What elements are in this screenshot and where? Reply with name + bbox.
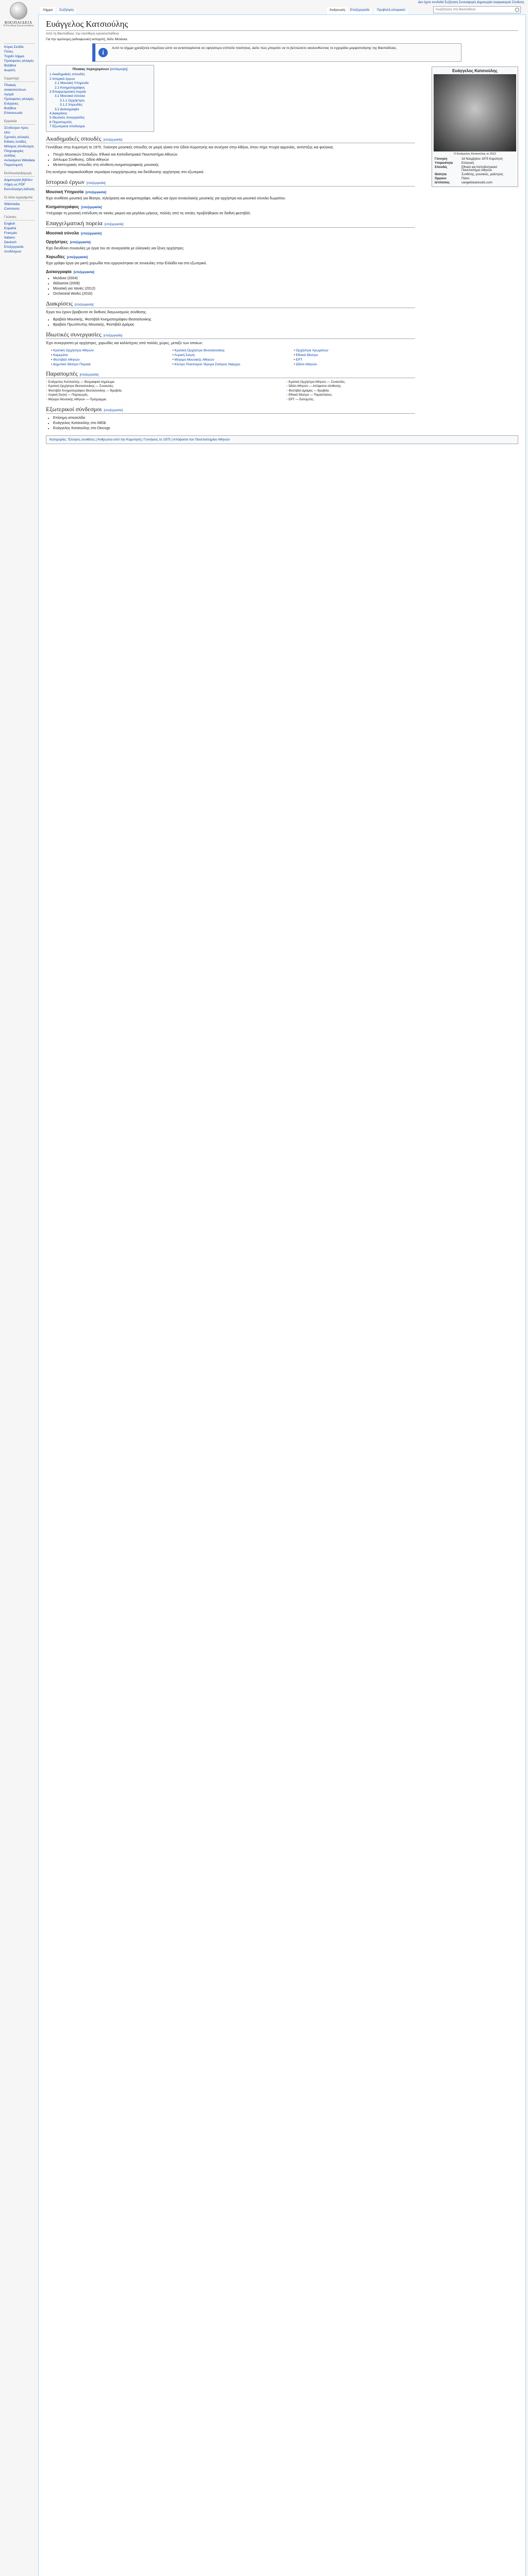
personal-tools[interactable]: Δεν έχετε συνδεθεί Συζήτηση Συνεισφορές Δημιουργία λογαριασμού Σύνδεση bbox=[418, 1, 524, 4]
external-link[interactable]: • Ευάγγελος Κατσιούλης στο Discogs bbox=[53, 426, 415, 431]
sidebar-item[interactable]: Μόνιμος σύνδεσμος bbox=[4, 145, 34, 148]
heading-studies: Ακαδημαϊκές σπουδές [επεξεργασία] bbox=[46, 136, 415, 143]
sidebar-portlet bbox=[4, 120, 35, 167]
toc-number: 3.2 bbox=[55, 107, 60, 111]
sidebar-item[interactable]: Πύλες bbox=[4, 50, 13, 54]
infobox-value: Εθνικό και Καποδιστριακό Πανεπιστήμιο Αθηνών bbox=[461, 166, 498, 172]
infobox-label: Ιστότοπος bbox=[435, 181, 450, 184]
toc-item[interactable] bbox=[50, 99, 151, 103]
tab-history[interactable]: Προβολή ιστορικού bbox=[374, 7, 408, 14]
collaborator-link[interactable]: • Κρατική Ορχήστρα Θεσσαλονίκης bbox=[172, 348, 293, 353]
category-links[interactable]: Κατηγορίες: Έλληνες συνθέτες | Άνθρωποι από την Κομοτηνή | Γεννήσεις το 1975 | Απόφοιτοι του Πανεπιστημίου Αθηνών bbox=[46, 435, 518, 444]
sidebar-portlet bbox=[4, 43, 35, 73]
tab-edit[interactable]: Επεξεργασία bbox=[348, 7, 372, 14]
reference-backlink[interactable]: ↑ bbox=[286, 389, 289, 393]
sidebar-item[interactable]: Σχετικές αλλαγές bbox=[4, 135, 29, 139]
list-item[interactable]: • Μελάνια (2004) bbox=[53, 276, 415, 281]
toc-item[interactable] bbox=[50, 73, 151, 77]
edit-link[interactable]: [επεξεργασία] bbox=[103, 138, 123, 142]
logo-wordmark: ΒΙΚΙΠΑΙΔΕΙΑ bbox=[5, 21, 32, 25]
heading-references: Παραπομπές [επεξεργασία] bbox=[46, 371, 415, 378]
collaborations-list bbox=[51, 348, 415, 367]
reference-backlink[interactable]: ↑ bbox=[46, 380, 48, 384]
reference-text[interactable]: Μέγαρο Μουσικής Αθηνών — Πρόγραμμα. bbox=[48, 398, 107, 402]
toc-number: 1 bbox=[50, 73, 52, 77]
reference-item bbox=[46, 389, 278, 394]
toc-item[interactable] bbox=[50, 103, 151, 107]
infobox-label: Υπηκοότητα bbox=[435, 162, 453, 165]
toc-number: 5 bbox=[50, 116, 52, 120]
reference-item bbox=[46, 398, 278, 402]
collaborator-link[interactable]: • Εθνικό Θέατρο bbox=[294, 353, 415, 358]
paragraph: Έχει συνθέσει μουσική για θέατρο, τηλεόραση και κινηματογράφο, καθώς και έργα συναυλιακής μουσικής για ορχήστρα και μουσικά σύνολα δωματίου. bbox=[46, 196, 286, 200]
toc-item[interactable] bbox=[50, 77, 151, 81]
sidebar-item[interactable]: Wikimedia Commons bbox=[4, 202, 20, 211]
subheading-ensembles: Μουσικά σύνολα [επεξεργασία] bbox=[46, 230, 102, 235]
toc-number: 2.1 bbox=[55, 81, 60, 86]
reference-item bbox=[286, 389, 518, 394]
heading-awards: Διακρίσεις [επεξεργασία] bbox=[46, 301, 415, 308]
toc-item[interactable] bbox=[50, 81, 151, 86]
toc-text: Επαγγελματική πορεία bbox=[52, 90, 86, 94]
reference-backlink[interactable]: ↑ bbox=[46, 385, 48, 388]
collaborator-link[interactable]: • Μέγαρο Μουσικής Αθηνών bbox=[172, 358, 293, 362]
toc-text: Χορωδίες bbox=[68, 103, 83, 107]
infobox bbox=[432, 66, 518, 187]
reference-text[interactable]: ΕΡΤ — Εκπομπές. bbox=[288, 398, 315, 402]
reference-backlink[interactable]: ↑ bbox=[286, 398, 289, 402]
edit-link[interactable]: [επεξεργασία] bbox=[81, 206, 102, 209]
sidebar-item[interactable]: Δωρεές bbox=[4, 69, 16, 72]
infobox-title: Ευάγγελος Κατσιούλης bbox=[452, 69, 498, 73]
toc-text: Διακρίσεις bbox=[52, 112, 68, 116]
reference-text[interactable]: Ωδείο Αθηνών — Απόφοιτοι σύνθεσης. bbox=[288, 385, 342, 388]
tab-talk[interactable]: Συζήτηση bbox=[57, 7, 76, 14]
sidebar-portlet bbox=[4, 215, 35, 254]
paragraph: Έργα του έχουν βραβευτεί σε διεθνείς διαγωνισμούς σύνθεσης. bbox=[46, 310, 147, 314]
reference-backlink[interactable]: ↑ bbox=[286, 394, 289, 397]
paragraph: Γεννήθηκε στην Κομοτηνή το 1975. Ξεκίνησε μουσικές σπουδές σε μικρή ηλικία στο Ωδείο Κομοτηνής και συνέχισε στην Αθήνα, όπου πήρε πτυχία αρμονίας, αντίστιξης και φούγκας. bbox=[46, 145, 335, 149]
message-box-text: Αυτό το λήμμα χρειάζεται επιμέλεια ώστε να ανταποκρίνεται σε υψηλότερο επίπεδο ποιότητας. Δείτε πώς μπορείτε να το βελτιώσετε ακολουθώντας το εγχειρίδιο μορφοποίησης της Βικιπαίδειας. bbox=[112, 46, 397, 50]
paragraph: Υπέγραψε τη μουσική επένδυση σε ταινίες μικρού και μεγάλου μήκους, πολλές από τις οποίες προβλήθηκαν σε διεθνή φεστιβάλ. bbox=[46, 211, 251, 215]
external-links-list bbox=[53, 416, 415, 431]
collaborator-link[interactable]: • ΕΡΤ bbox=[294, 358, 415, 362]
discography-list bbox=[53, 276, 415, 297]
toc-number: 3.1.2 bbox=[60, 103, 68, 107]
toc-number: 7 bbox=[50, 125, 52, 129]
toc-text: Ιστορικό έργων bbox=[52, 77, 75, 81]
infobox-label: Ιδιότητα bbox=[435, 173, 447, 176]
page-title: Ευάγγελος Κατσιούλης bbox=[46, 19, 518, 31]
infobox-row bbox=[434, 181, 516, 185]
paragraph: Έχει συνεργαστεί με ορχήστρες, χορωδίες και καλλιτέχνες από πολλές χώρες, μεταξύ των οποίων: bbox=[46, 341, 203, 345]
list-item[interactable]: • Βραβείο Μουσικής, Φεστιβάλ Κινηματογράφου Θεσσαλονίκης bbox=[53, 317, 415, 323]
toc-text: Ορχήστρες bbox=[68, 98, 85, 103]
sidebar-item[interactable]: Κύρια Σελίδα bbox=[4, 45, 24, 49]
infobox-label: Γέννηση bbox=[435, 158, 448, 161]
list-item[interactable]: • Μεταπτυχιακές σπουδές στη σύνθεση κινηματογραφικής μουσικής bbox=[53, 163, 415, 168]
sidebar-item[interactable]: Πληροφορίες σελίδας bbox=[4, 149, 24, 158]
infobox-value: Ελληνική bbox=[461, 162, 474, 165]
collaborator-link[interactable]: • Κρατική Ορχήστρα Αθηνών bbox=[51, 348, 172, 353]
search-icon[interactable] bbox=[515, 8, 519, 12]
sidebar-heading: Εκτύπωση/εξαγωγή bbox=[4, 172, 35, 177]
infobox-table bbox=[434, 157, 516, 185]
toc-number: 3.1.1 bbox=[60, 98, 68, 103]
heading-external-links: Εξωτερικοί σύνδεσμοι [επεξεργασία] bbox=[46, 406, 415, 414]
sidebar bbox=[0, 0, 38, 2576]
collaborator-link[interactable]: • Ορχήστρα Χρωμάτων bbox=[294, 348, 415, 353]
reference-item bbox=[286, 393, 518, 398]
sidebar-item[interactable]: Αντικείμενο Wikidata bbox=[4, 159, 35, 162]
infobox-label: Όργανο bbox=[435, 177, 447, 180]
collaborator-link[interactable]: • Λυρική Σκηνή bbox=[172, 353, 293, 358]
toc-item[interactable] bbox=[50, 116, 151, 120]
heading-collaborations: Ιδιωτικές συνεργασίες [επεξεργασία] bbox=[46, 332, 415, 339]
toc-text: Μουσική Υπηρεσία bbox=[60, 81, 89, 86]
toc-item[interactable] bbox=[50, 86, 151, 90]
list-item[interactable]: • Θάλασσα (2008) bbox=[53, 281, 415, 286]
hatnote: Για την ομώνυμη ραδιοφωνική εκπομπή, δείτε Μελάνια. bbox=[46, 38, 128, 41]
edit-link[interactable]: [επεξεργασία] bbox=[74, 303, 94, 307]
tab-read[interactable]: Ανάγνωση bbox=[327, 7, 348, 14]
globe-icon bbox=[10, 2, 27, 20]
message-box bbox=[92, 43, 461, 62]
toc-title: Πίνακας περιεχομένων [απόκρυψη] bbox=[72, 67, 128, 71]
list-item[interactable]: • Δίπλωμα Σύνθεσης, Ωδείο Αθηνών bbox=[53, 158, 415, 163]
subheading-discography: Δισκογραφία [επεξεργασία] bbox=[46, 269, 94, 274]
article-body-end bbox=[46, 406, 415, 431]
collaborator-link[interactable]: • Δημοτικό Θέατρο Πειραιά bbox=[51, 362, 172, 367]
edit-link[interactable]: [επεξεργασία] bbox=[80, 232, 102, 235]
reference-item bbox=[286, 398, 518, 402]
tab-article[interactable]: Λήμμα bbox=[40, 7, 55, 14]
toc-item[interactable] bbox=[50, 94, 151, 98]
edit-link[interactable]: [επεξεργασία] bbox=[86, 191, 107, 194]
photo-caption: Ο Ευάγγελος Κατσιούλης το 2012 bbox=[454, 152, 496, 156]
external-link[interactable]: • Επίσημη ιστοσελίδα bbox=[53, 416, 415, 421]
toc-number: 2.2 bbox=[55, 86, 60, 90]
external-link[interactable]: • Ευάγγελος Κατσιούλης στο IMDb bbox=[53, 421, 415, 426]
heading-works: Ιστορικό έργων [επεξεργασία] bbox=[46, 179, 415, 187]
sidebar-item[interactable]: Επικοινωνία bbox=[4, 111, 23, 115]
toc-text: Δισκογραφία bbox=[60, 107, 79, 111]
infobox-value: Πιάνο bbox=[461, 177, 470, 180]
list-item[interactable]: • Πτυχίο Μουσικών Σπουδών, Εθνικό και Καποδιστριακό Πανεπιστήμιο Αθηνών bbox=[53, 152, 415, 158]
sidebar-item[interactable]: Πίνακας ανακοινώσεων bbox=[4, 83, 26, 92]
sidebar-item[interactable]: Βοήθεια bbox=[4, 107, 16, 110]
toc-text: Ακαδημαϊκές σπουδές bbox=[52, 73, 85, 77]
paragraph: Στη συνέχεια παρακολούθησε σεμινάρια ενορχήστρωσης και διεύθυνσης ορχήστρας στο εξωτερικό. bbox=[46, 170, 205, 174]
infobox-row bbox=[434, 161, 516, 165]
sidebar-heading: Σε άλλα εγχειρήματα bbox=[4, 196, 35, 201]
subheading-cinema: Κινηματογράφος [επεξεργασία] bbox=[46, 204, 102, 209]
toc-toggle[interactable]: [απόκρυψη] bbox=[110, 67, 128, 71]
sidebar-item[interactable]: Λήψη ως PDF bbox=[4, 183, 26, 187]
sidebar-item[interactable]: Βοήθεια bbox=[4, 64, 16, 67]
reference-text[interactable]: Εθνικό Θέατρο — Παραστάσεις. bbox=[288, 394, 333, 397]
sidebar-heading: Γλώσσες bbox=[4, 215, 35, 221]
sidebar-heading bbox=[4, 43, 35, 44]
logo-tagline: Η Ελεύθερη Εγκυκλοπαίδεια bbox=[3, 25, 34, 27]
toc-item[interactable] bbox=[50, 125, 151, 129]
edit-link[interactable]: [επεξεργασία] bbox=[67, 256, 88, 259]
reference-text[interactable]: Λυρική Σκηνή — Παραγωγές. bbox=[48, 394, 89, 397]
sidebar-item[interactable]: Τυχαίο λήμμα bbox=[4, 55, 24, 58]
infobox-row bbox=[434, 157, 516, 161]
subheading-choirs: Χορωδίες [επεξεργασία] bbox=[46, 254, 88, 259]
edit-link[interactable]: [επεξεργασία] bbox=[104, 223, 124, 226]
edit-link[interactable]: [επεξεργασία] bbox=[86, 181, 106, 185]
sidebar-item[interactable]: Deutsch bbox=[4, 241, 16, 244]
sidebar-item[interactable]: Español bbox=[4, 227, 16, 230]
info-icon: i bbox=[98, 48, 108, 57]
toc-text: Παραπομπές bbox=[52, 120, 72, 124]
collaborator-link[interactable]: • Φεστιβάλ Αθηνών bbox=[51, 358, 172, 362]
edit-link[interactable]: [επεξεργασία] bbox=[103, 334, 123, 337]
infobox-value: vangeliskatsioulis.com bbox=[461, 181, 492, 184]
sidebar-item[interactable]: Αγορά bbox=[4, 93, 14, 96]
sidebar-item[interactable]: English bbox=[4, 222, 15, 226]
reference-text[interactable]: Κρατική Ορχήστρα Θεσσαλονίκης — Συναυλίες. bbox=[48, 385, 114, 388]
sidebar-item[interactable]: Εκτυπώσιμη έκδοση bbox=[4, 188, 35, 191]
subheading-music-service: Μουσική Υπηρεσία [επεξεργασία] bbox=[46, 189, 107, 194]
portrait-photo[interactable] bbox=[434, 74, 516, 151]
reference-item bbox=[46, 380, 278, 385]
edit-link[interactable]: [επεξεργασία] bbox=[104, 409, 123, 412]
sidebar-item[interactable]: Δημιουργία βιβλίου bbox=[4, 178, 33, 182]
reference-backlink[interactable]: ↑ bbox=[46, 394, 48, 397]
toc-text: Κινηματογράφος bbox=[60, 86, 85, 90]
infobox-value: Συνθέτης, μουσικός, μαέστρος bbox=[461, 173, 503, 176]
sidebar-heading: Συμμετοχή bbox=[4, 77, 35, 82]
infobox-row bbox=[434, 165, 516, 173]
reference-text[interactable]: Φεστιβάλ Δράμας — Βραβεία. bbox=[288, 389, 330, 393]
toc-item[interactable] bbox=[50, 108, 151, 112]
sidebar-item[interactable]: Επεξεργασία συνδέσμων bbox=[4, 245, 24, 253]
heading-career: Επαγγελματική πορεία [επεξεργασία] bbox=[46, 221, 415, 228]
infobox-label: Σπουδές bbox=[435, 166, 448, 169]
sidebar-item[interactable]: Παραπομπή bbox=[4, 163, 23, 167]
sidebar-item[interactable]: Πρόσφατες αλλαγές bbox=[4, 59, 34, 63]
reference-item bbox=[46, 393, 278, 398]
collaborator-link[interactable]: • Κέντρο Πολιτισμού Ίδρυμα Σταύρος Νιάρχος bbox=[172, 362, 293, 367]
reference-backlink[interactable]: ↑ bbox=[286, 385, 289, 388]
sidebar-item[interactable]: Σύνδεσμοι προς εδώ bbox=[4, 126, 28, 134]
infobox-row bbox=[434, 177, 516, 181]
infobox-row bbox=[434, 173, 516, 177]
edit-link[interactable]: [επεξεργασία] bbox=[79, 373, 99, 377]
sidebar-portlets bbox=[0, 40, 38, 258]
paragraph: Έχει διευθύνει συναυλίες με έργα του σε συνεργασία με ελληνικές και ξένες ορχήστρες. bbox=[46, 246, 185, 250]
list-item[interactable]: • Μουσική για ταινίες (2012) bbox=[53, 286, 415, 292]
sidebar-item[interactable]: Πρόσφατες αλλαγές bbox=[4, 97, 34, 101]
table-of-contents bbox=[46, 65, 154, 132]
collaborator-link[interactable]: • Καμεράτα bbox=[51, 353, 172, 358]
sidebar-item[interactable]: Ενέργειες bbox=[4, 102, 19, 106]
reference-backlink[interactable]: ↑ bbox=[286, 380, 289, 384]
reference-item bbox=[46, 384, 278, 389]
reference-text[interactable]: Φεστιβάλ Κινηματογράφου Θεσσαλονίκης — Βραβεία. bbox=[48, 389, 123, 393]
toc-number: 4 bbox=[50, 112, 52, 116]
subheading-orchestras: Ορχήστρες [επεξεργασία] bbox=[46, 239, 91, 244]
wikipedia-logo[interactable] bbox=[3, 2, 34, 28]
site-sub: Από τη Βικιπαίδεια, την ελεύθερη εγκυκλοπαίδεια bbox=[46, 32, 119, 36]
sidebar-portlet bbox=[4, 196, 35, 211]
infobox-value: 18 Νοεμβρίου 1975 Κομοτηνή bbox=[461, 158, 503, 161]
toc-text: Μουσικά σύνολα bbox=[60, 94, 85, 98]
sidebar-portlet bbox=[4, 77, 35, 115]
reference-text[interactable]: Κρατική Ορχήστρα Αθηνών — Συναυλίες. bbox=[288, 380, 346, 384]
studies-list bbox=[53, 152, 415, 168]
list-item[interactable]: • Orchestral Works (2016) bbox=[53, 292, 415, 297]
sidebar-portlet bbox=[4, 172, 35, 192]
edit-link[interactable]: [επεξεργασία] bbox=[70, 241, 91, 244]
edit-link[interactable]: [επεξεργασία] bbox=[73, 270, 94, 274]
sidebar-item[interactable]: Français bbox=[4, 231, 17, 235]
toc-text: Ιδιωτικές συνεργασίες bbox=[52, 116, 85, 120]
content bbox=[38, 14, 526, 2576]
paragraph: Έχει γράψει έργα για μικτή χορωδία που ερμηνεύτηκαν σε συναυλίες στην Ελλάδα και στο εξωτερικό. bbox=[46, 261, 207, 265]
toc-text: Εξωτερικοί σύνδεσμοι bbox=[52, 125, 85, 129]
references-list bbox=[46, 380, 518, 402]
sidebar-heading: Εργαλεία bbox=[4, 120, 35, 125]
collaborator-link[interactable]: • Ωδείο Αθηνών bbox=[294, 362, 415, 367]
toc-number: 2 bbox=[50, 77, 52, 81]
reference-backlink[interactable]: ↑ bbox=[46, 398, 48, 402]
article-body bbox=[46, 65, 415, 378]
reference-item bbox=[286, 380, 518, 385]
reference-text[interactable]: Ευάγγελος Κατσιούλης — Βιογραφικό σημείωμα. bbox=[48, 380, 116, 384]
search-input[interactable]: Αναζήτηση στη Βικιπαίδεια bbox=[433, 6, 521, 13]
awards-list bbox=[53, 317, 415, 328]
reference-backlink[interactable]: ↑ bbox=[46, 389, 48, 393]
toc-number: 6 bbox=[50, 120, 52, 124]
sidebar-item[interactable]: Ειδικές σελίδες bbox=[4, 140, 27, 144]
list-item[interactable]: • Βραβείο Πρωτότυπης Μουσικής, Φεστιβάλ Δράμας bbox=[53, 323, 415, 328]
sidebar-item[interactable]: Italiano bbox=[4, 236, 15, 240]
reference-item bbox=[286, 384, 518, 389]
toc-number: 3 bbox=[50, 90, 52, 94]
toc-number: 3.1 bbox=[55, 94, 60, 98]
